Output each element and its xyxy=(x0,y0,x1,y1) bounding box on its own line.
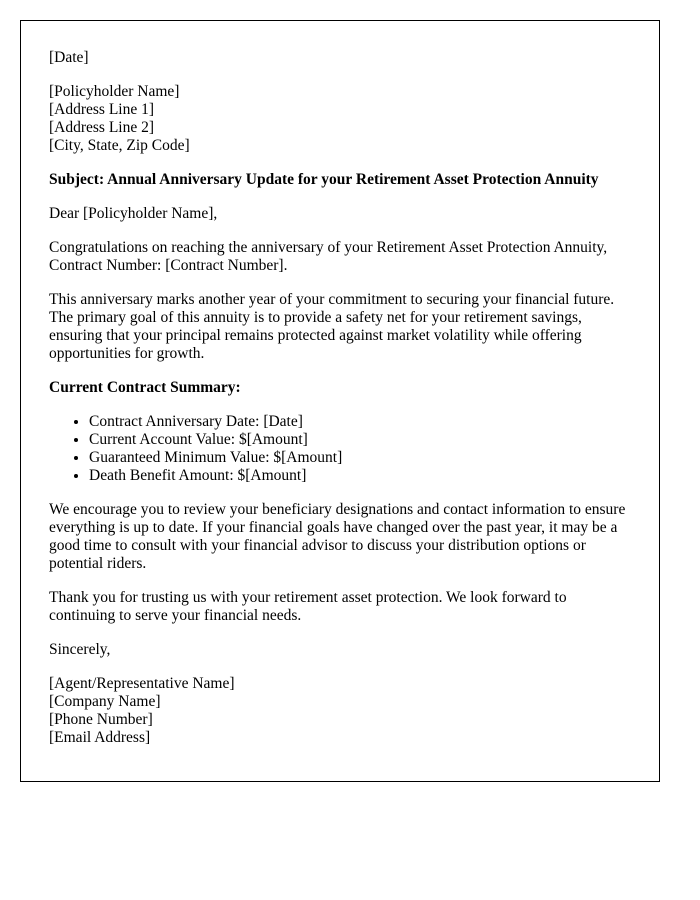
paragraph-congratulations xyxy=(49,239,631,275)
paragraph-2-text: This anniversary marks another year of your commitment to securing your financial future. The primary goal of this annuity is to provide a safety net for your retirement savings, ensuring that your principal remains protected against market volatility while offering opportunities for growth. xyxy=(49,291,615,362)
summary-heading: Current Contract Summary: xyxy=(49,379,241,396)
signature-phone: [Phone Number] xyxy=(49,711,153,728)
signature-email: [Email Address] xyxy=(49,729,151,746)
subject-line: Subject: Annual Anniversary Update for your Retirement Asset Protection Annuity xyxy=(49,171,599,188)
summary-item-anniversary-date: • Contract Anniversary Date: [Date] xyxy=(89,413,631,431)
letter xyxy=(20,20,660,782)
recipient-name: [Policyholder Name] xyxy=(49,83,180,100)
paragraph-3-text: We encourage you to review your beneficiary designations and contact information to ensure everything is up to date. If your financial goals have changed over the past year, it may be a good time to consult with your financial advisor to discuss your distribution options or potential riders. xyxy=(49,501,626,572)
recipient-address-line-2: [Address Line 2] xyxy=(49,119,155,136)
summary-item-account-value: • Current Account Value: $[Amount] xyxy=(89,431,631,449)
summary-heading-block xyxy=(49,379,631,397)
signature-company-name: [Company Name] xyxy=(49,693,161,710)
salutation-block xyxy=(49,205,631,223)
closing-block xyxy=(49,641,631,659)
date-text: [Date] xyxy=(49,49,89,66)
summary-item-guaranteed-minimum: • Guaranteed Minimum Value: $[Amount] xyxy=(89,449,631,467)
paragraph-thanks xyxy=(49,589,631,625)
summary-list xyxy=(49,413,631,485)
signature-block xyxy=(49,675,631,747)
subject-block xyxy=(49,171,631,189)
salutation: Dear [Policyholder Name], xyxy=(49,205,218,222)
letter-date xyxy=(49,49,631,67)
signature-agent-name: [Agent/Representative Name] xyxy=(49,675,235,692)
paragraph-purpose xyxy=(49,291,631,363)
recipient-city-state-zip: [City, State, Zip Code] xyxy=(49,137,190,154)
paragraph-4-text: Thank you for trusting us with your retirement asset protection. We look forward to continuing to serve your financial needs. xyxy=(49,589,567,624)
paragraph-review xyxy=(49,501,631,573)
summary-item-death-benefit: • Death Benefit Amount: $[Amount] xyxy=(89,467,631,485)
closing: Sincerely, xyxy=(49,641,111,658)
recipient-address xyxy=(49,83,631,155)
paragraph-1-text: Congratulations on reaching the anniversary of your Retirement Asset Protection Annuity, Contract Number: [Contract Number]. xyxy=(49,239,608,274)
recipient-address-line-1: [Address Line 1] xyxy=(49,101,155,118)
